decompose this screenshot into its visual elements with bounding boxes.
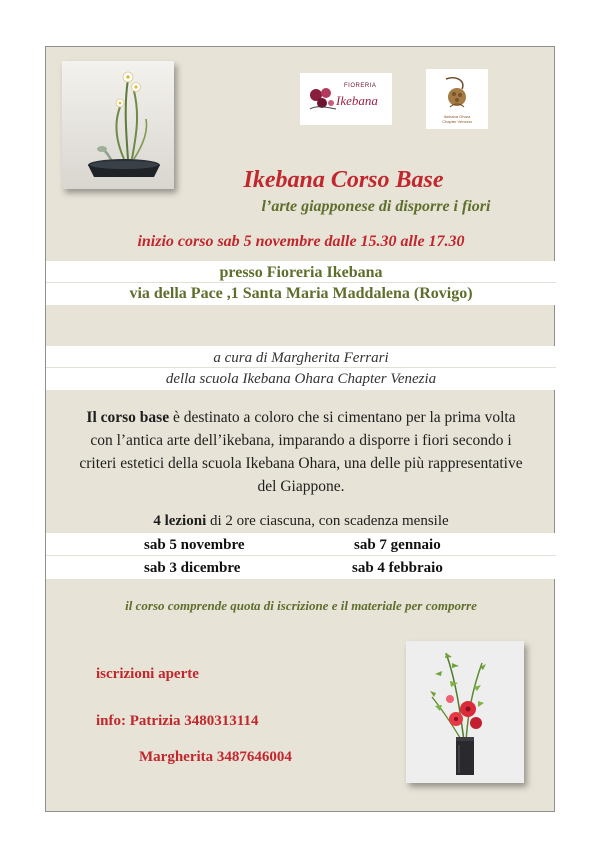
course-description bbox=[76, 406, 526, 498]
course-includes-note: il corso comprende quota di iscrizione e il materiale per comporre bbox=[125, 598, 477, 613]
ikebana-photo-red-flowers bbox=[406, 641, 524, 783]
description-bold: Il corso base bbox=[86, 409, 170, 426]
logo2-line1: Ikebana Ohara bbox=[443, 114, 471, 119]
curator-line-2: della scuola Ikebana Ohara Chapter Venezia bbox=[165, 371, 437, 387]
contact-patrizia: info: Patrizia 3480313114 bbox=[96, 713, 259, 729]
course-title: Ikebana Corso Base bbox=[243, 167, 444, 193]
course-subtitle: l’arte giapponese di disporre i fiori bbox=[261, 198, 491, 215]
contact-margherita: Margherita 3487646004 bbox=[139, 749, 292, 765]
lessons-text: di 2 ore ciascuna, con scadenza mensile bbox=[206, 513, 449, 529]
lessons-summary bbox=[46, 513, 556, 530]
date-4: sab 4 febbraio bbox=[352, 560, 443, 576]
flyer-sheet bbox=[45, 46, 555, 812]
logo2-line2: Chapter Venezia bbox=[442, 119, 472, 124]
fioreria-ikebana-logo bbox=[300, 73, 392, 125]
venue-line-2: via della Pace ,1 Santa Maria Maddalena (Rovigo) bbox=[129, 285, 473, 302]
registration-open: iscrizioni aperte bbox=[96, 666, 199, 682]
logo-brand-small: FIORERIA bbox=[344, 83, 377, 89]
date-3: sab 7 gennaio bbox=[354, 537, 441, 553]
date-1: sab 5 novembre bbox=[144, 537, 245, 553]
description-text: è destinato a coloro che si cimentano per la prima volta con l’antica arte dell’ikebana, imparando a disporre i fiori secondo i criteri estetici della scuola Ikebana Ohara, una delle più rappresentative del Giappone. bbox=[79, 409, 523, 495]
lessons-count: 4 lezioni bbox=[153, 513, 207, 529]
curator-line-1: a cura di Margherita Ferrari bbox=[213, 350, 389, 366]
venue-line-1: presso Fioreria Ikebana bbox=[219, 264, 383, 281]
dates-band bbox=[46, 533, 556, 579]
date-2: sab 3 dicembre bbox=[144, 560, 241, 576]
logo-brand-script: Ikebana bbox=[336, 93, 378, 108]
start-date: inizio corso sab 5 novembre dalle 15.30 alle 17.30 bbox=[137, 233, 465, 250]
ohara-chapter-logo bbox=[426, 69, 488, 129]
